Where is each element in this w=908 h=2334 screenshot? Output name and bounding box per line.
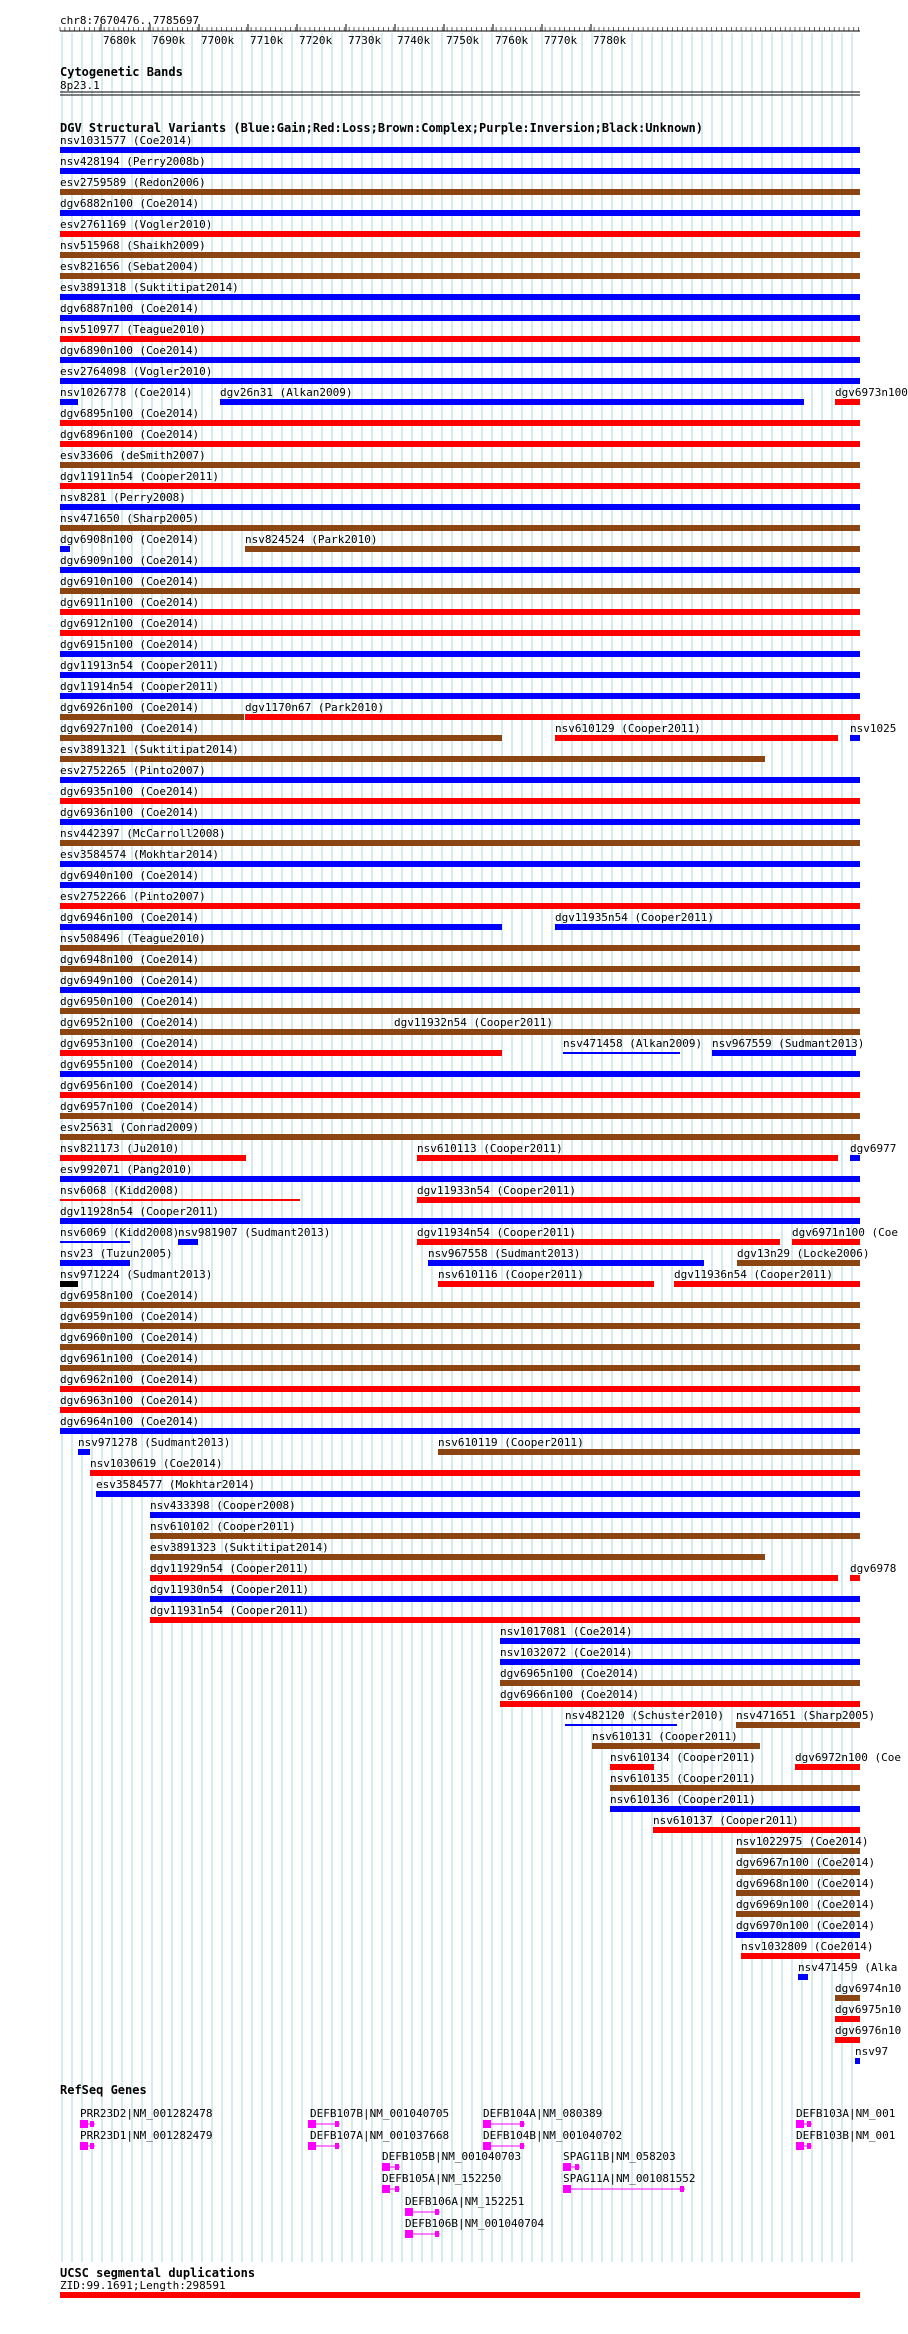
variant-bar (712, 1050, 856, 1056)
gene-exon (90, 2143, 94, 2149)
variant-bar (60, 378, 860, 384)
variant-label: nsv471650 (Sharp2005) (60, 512, 200, 525)
variant-bar (60, 525, 860, 531)
gene-exon (382, 2163, 390, 2171)
variant-bar (60, 1092, 860, 1098)
variant-label: nsv610131 (Cooper2011) (592, 1730, 738, 1743)
gene-exon (308, 2120, 316, 2128)
variant-label: esv2752265 (Pinto2007) (60, 764, 206, 777)
gene-label: DEFB103B|NM_001 (796, 2129, 896, 2142)
segdup-bar (60, 2292, 860, 2298)
variant-label: nsv482120 (Schuster2010) (565, 1709, 724, 1722)
gene-exon (520, 2121, 524, 2127)
variant-label: dgv6955n100 (Coe2014) (60, 1058, 200, 1071)
variant-label: dgv6912n100 (Coe2014) (60, 617, 200, 630)
variant-bar (563, 1052, 680, 1054)
variant-bar (835, 2037, 860, 2043)
variant-bar (428, 1260, 704, 1266)
variant-label: dgv1170n67 (Park2010) (245, 701, 385, 714)
variant-label: dgv6961n100 (Coe2014) (60, 1352, 200, 1365)
variant-label: esv2761169 (Vogler2010) (60, 218, 213, 231)
variant-label: dgv6890n100 (Coe2014) (60, 344, 200, 357)
variant-bar (178, 1239, 198, 1245)
variant-label: nsv610135 (Cooper2011) (610, 1772, 756, 1785)
variant-label: esv3891321 (Suktitipat2014) (60, 743, 239, 756)
variant-bar (592, 1743, 760, 1749)
variant-label: dgv6926n100 (Coe2014) (60, 701, 200, 714)
variant-label: dgv6958n100 (Coe2014) (60, 1289, 200, 1302)
gene-exon (382, 2185, 390, 2193)
variant-bar (60, 1113, 860, 1119)
gene-exon (435, 2209, 439, 2215)
variant-bar (60, 798, 860, 804)
variant-label: dgv6909n100 (Coe2014) (60, 554, 200, 567)
variant-bar (60, 546, 70, 552)
ruler-tick-label: 7730k (348, 34, 382, 47)
variant-label: dgv6971n100 (Coe (792, 1226, 898, 1239)
variant-label: nsv610116 (Cooper2011) (438, 1268, 584, 1281)
ruler-tick-label: 7770k (544, 34, 578, 47)
gene-label: DEFB103A|NM_001 (796, 2107, 896, 2120)
variant-bar (555, 735, 838, 741)
variant-label: dgv6908n100 (Coe2014) (60, 533, 200, 546)
segdup-label: ZID:99.1691;Length:298591 (60, 2279, 226, 2292)
variant-label: esv2764098 (Vogler2010) (60, 365, 213, 378)
refseq-track-title: RefSeq Genes (60, 2083, 147, 2097)
ruler-tick-label: 7740k (397, 34, 431, 47)
variant-bar (150, 1596, 860, 1602)
ruler-tick-label: 7750k (446, 34, 480, 47)
variant-label: dgv6973n100 (835, 386, 908, 399)
gene-exon (563, 2185, 571, 2193)
variant-label: dgv6956n100 (Coe2014) (60, 1079, 200, 1092)
variant-bar (60, 1281, 78, 1287)
variant-label: dgv11928n54 (Cooper2011) (60, 1205, 219, 1218)
variant-bar (60, 483, 860, 489)
variant-label: nsv471459 (Alka (798, 1961, 898, 1974)
variant-label: dgv11913n54 (Cooper2011) (60, 659, 219, 672)
variant-label: dgv6948n100 (Coe2014) (60, 953, 200, 966)
variant-label: dgv6966n100 (Coe2014) (500, 1688, 640, 1701)
variant-bar (60, 861, 860, 867)
variant-label: nsv981907 (Sudmant2013) (178, 1226, 331, 1239)
variant-label: nsv971224 (Sudmant2013) (60, 1268, 213, 1281)
gene-exon (435, 2231, 439, 2237)
variant-bar (96, 1491, 860, 1497)
variant-label: nsv508496 (Teague2010) (60, 932, 206, 945)
gene-exon (807, 2121, 811, 2127)
variant-bar (60, 966, 860, 972)
variant-label: esv3584574 (Mokhtar2014) (60, 848, 219, 861)
variant-bar (610, 1785, 860, 1791)
variant-bar (438, 1281, 654, 1287)
variant-bar (795, 1764, 860, 1770)
variant-bar (850, 1575, 860, 1581)
variant-bar (610, 1806, 860, 1812)
ruler-tick-label: 7780k (593, 34, 627, 47)
variant-label: nsv1025 (850, 722, 897, 735)
ruler-tick-label: 7680k (103, 34, 137, 47)
variant-label: nsv8281 (Perry2008) (60, 491, 186, 504)
variant-bar (60, 1176, 860, 1182)
variant-label: dgv6927n100 (Coe2014) (60, 722, 200, 735)
variant-label: dgv6977 (850, 1142, 897, 1155)
variant-bar (60, 462, 860, 468)
gene-label: DEFB106B|NM_001040704 (405, 2217, 545, 2230)
variant-label: dgv6974n10 (835, 1982, 902, 1995)
variant-bar (855, 2058, 860, 2064)
variant-label: dgv6946n100 (Coe2014) (60, 911, 200, 924)
variant-bar (60, 357, 860, 363)
variant-bar (60, 441, 860, 447)
variant-bar (500, 1638, 860, 1644)
variant-label: nsv23 (Tuzun2005) (60, 1247, 173, 1260)
variant-bar (60, 294, 860, 300)
variant-bar (60, 693, 860, 699)
variant-bar (60, 1344, 860, 1350)
variant-bar (736, 1869, 860, 1875)
cytoband-track-title: Cytogenetic Bands (60, 65, 183, 79)
variant-label: dgv6936n100 (Coe2014) (60, 806, 200, 819)
variant-bar (736, 1911, 860, 1917)
variant-label: nsv97 (855, 2045, 889, 2058)
variant-bar (220, 399, 804, 405)
variant-bar (60, 1008, 860, 1014)
variant-bar (500, 1701, 860, 1707)
gene-label: DEFB106A|NM_152251 (405, 2195, 525, 2208)
variant-label: dgv6972n100 (Coe (795, 1751, 901, 1764)
variant-bar (736, 1932, 860, 1938)
gene-exon (308, 2142, 316, 2150)
variant-bar (417, 1197, 860, 1203)
variant-bar (60, 210, 860, 216)
variant-bar (60, 1260, 130, 1266)
variant-label: dgv6975n10 (835, 2003, 902, 2016)
variant-label: esv2759589 (Redon2006) (60, 176, 206, 189)
variant-bar (60, 651, 860, 657)
variant-label: dgv6970n100 (Coe2014) (736, 1919, 876, 1932)
variant-bar (60, 756, 765, 762)
variant-label: nsv610137 (Cooper2011) (653, 1814, 799, 1827)
variant-label: nsv515968 (Shaikh2009) (60, 239, 206, 252)
gene-exon (335, 2143, 339, 2149)
variant-label: dgv11932n54 (Cooper2011) (394, 1016, 553, 1029)
variant-label: nsv971278 (Sudmant2013) (78, 1436, 231, 1449)
variant-bar (394, 1029, 860, 1035)
variant-label: esv2752266 (Pinto2007) (60, 890, 206, 903)
variant-bar (60, 189, 860, 195)
variant-bar (60, 1134, 860, 1140)
variant-bar (78, 1449, 90, 1455)
variant-bar (60, 987, 860, 993)
variant-bar (60, 336, 860, 342)
variant-label: dgv13n29 (Locke2006) (737, 1247, 870, 1260)
variant-bar (60, 399, 78, 405)
variant-bar (555, 924, 860, 930)
variant-bar (60, 630, 860, 636)
variant-label: dgv6957n100 (Coe2014) (60, 1100, 200, 1113)
variant-label: dgv6969n100 (Coe2014) (736, 1898, 876, 1911)
gene-exon (483, 2120, 491, 2128)
gene-exon (563, 2163, 571, 2171)
variant-bar (60, 420, 860, 426)
variant-label: dgv6935n100 (Coe2014) (60, 785, 200, 798)
variant-bar (565, 1724, 677, 1726)
variant-bar (60, 1199, 300, 1201)
variant-label: dgv6949n100 (Coe2014) (60, 974, 200, 987)
variant-bar (150, 1533, 860, 1539)
gene-exon (520, 2143, 524, 2149)
variant-bar (150, 1554, 765, 1560)
variant-bar (60, 672, 860, 678)
variant-bar (417, 1239, 780, 1245)
variant-label: dgv6976n10 (835, 2024, 902, 2037)
variant-bar (741, 1953, 860, 1959)
variant-label: dgv6978 (850, 1562, 897, 1575)
gene-exon (796, 2120, 804, 2128)
variant-bar (60, 840, 860, 846)
variant-bar (60, 903, 860, 909)
variant-label: esv821656 (Sebat2004) (60, 260, 200, 273)
variant-bar (736, 1890, 860, 1896)
variant-label: dgv6960n100 (Coe2014) (60, 1331, 200, 1344)
variant-bar (653, 1827, 860, 1833)
variant-label: dgv6952n100 (Coe2014) (60, 1016, 200, 1029)
variant-label: nsv967558 (Sudmant2013) (428, 1247, 581, 1260)
variant-label: dgv11935n54 (Cooper2011) (555, 911, 714, 924)
variant-bar (60, 1218, 860, 1224)
gene-exon (80, 2120, 88, 2128)
gene-exon (796, 2142, 804, 2150)
variant-bar (60, 1071, 860, 1077)
variant-bar (60, 588, 860, 594)
variant-label: dgv11929n54 (Cooper2011) (150, 1562, 309, 1575)
gene-exon (395, 2164, 399, 2170)
variant-bar (792, 1239, 860, 1245)
variant-bar (60, 1302, 860, 1308)
variant-label: esv3584577 (Mokhtar2014) (96, 1478, 255, 1491)
coordinate-readout: chr8:7670476..7785697 (60, 14, 200, 27)
gene-exon (807, 2143, 811, 2149)
variant-bar (60, 168, 860, 174)
gene-exon (405, 2230, 413, 2238)
variant-label: dgv6882n100 (Coe2014) (60, 197, 200, 210)
variant-label: dgv6887n100 (Coe2014) (60, 302, 200, 315)
gene-label: DEFB105A|NM_152250 (382, 2172, 502, 2185)
variant-label: nsv610102 (Cooper2011) (150, 1520, 296, 1533)
ruler-tick-label: 7720k (299, 34, 333, 47)
variant-label: nsv1032072 (Coe2014) (500, 1646, 633, 1659)
variant-bar (60, 504, 860, 510)
variant-label: dgv6964n100 (Coe2014) (60, 1415, 200, 1428)
variant-label: nsv6068 (Kidd2008) (60, 1184, 180, 1197)
variant-label: nsv821173 (Ju2010) (60, 1142, 180, 1155)
variant-label: nsv428194 (Perry2008b) (60, 155, 206, 168)
variant-bar (150, 1575, 838, 1581)
variant-bar (835, 2016, 860, 2022)
variant-bar (245, 546, 860, 552)
variant-label: esv33606 (deSmith2007) (60, 449, 206, 462)
variant-label: nsv442397 (McCarroll2008) (60, 827, 226, 840)
variant-label: esv3891318 (Suktitipat2014) (60, 281, 239, 294)
variant-label: dgv6953n100 (Coe2014) (60, 1037, 200, 1050)
variant-bar (60, 1428, 860, 1434)
variant-label: nsv610113 (Cooper2011) (417, 1142, 563, 1155)
variant-bar (438, 1449, 860, 1455)
variant-bar (835, 1995, 860, 2001)
variant-label: dgv11934n54 (Cooper2011) (417, 1226, 576, 1239)
gene-exon (483, 2142, 491, 2150)
gene-exon (335, 2121, 339, 2127)
variant-bar (245, 714, 860, 720)
variant-label: nsv610119 (Cooper2011) (438, 1436, 584, 1449)
variant-bar (60, 273, 860, 279)
gene-exon (90, 2121, 94, 2127)
variant-bar (60, 735, 502, 741)
variant-label: dgv6962n100 (Coe2014) (60, 1373, 200, 1386)
variant-label: dgv6950n100 (Coe2014) (60, 995, 200, 1008)
variant-label: nsv433398 (Cooper2008) (150, 1499, 296, 1512)
variant-bar (60, 147, 860, 153)
cytoband-label: 8p23.1 (60, 79, 100, 92)
variant-label: dgv6940n100 (Coe2014) (60, 869, 200, 882)
variant-label: nsv6069 (Kidd2008) (60, 1226, 180, 1239)
variant-bar (798, 1974, 808, 1980)
variant-bar (60, 1386, 860, 1392)
ruler-tick-label: 7760k (495, 34, 529, 47)
variant-label: nsv1017081 (Coe2014) (500, 1625, 633, 1638)
variant-bar (60, 1407, 860, 1413)
variant-label: nsv610134 (Cooper2011) (610, 1751, 756, 1764)
variant-bar (60, 1241, 130, 1243)
variant-bar (60, 1029, 394, 1035)
gene-exon (575, 2164, 579, 2170)
variant-bar (835, 399, 860, 405)
variant-bar (850, 1155, 860, 1161)
variant-label: nsv1032809 (Coe2014) (741, 1940, 874, 1953)
variant-label: dgv6968n100 (Coe2014) (736, 1877, 876, 1890)
variant-bar (60, 819, 860, 825)
variant-bar (500, 1659, 860, 1665)
variant-bar (60, 231, 860, 237)
variant-bar (736, 1722, 860, 1728)
variant-label: nsv824524 (Park2010) (245, 533, 378, 546)
variant-label: dgv11930n54 (Cooper2011) (150, 1583, 309, 1596)
gene-label: SPAG11A|NM_001081552 (563, 2172, 696, 2185)
variant-bar (60, 714, 244, 720)
variant-bar (610, 1764, 654, 1770)
gene-exon (680, 2186, 684, 2192)
variant-bar (60, 609, 860, 615)
variant-label: dgv6911n100 (Coe2014) (60, 596, 200, 609)
variant-bar (60, 1050, 502, 1056)
variant-bar (674, 1281, 860, 1287)
variant-label: dgv6895n100 (Coe2014) (60, 407, 200, 420)
segdup-track-title: UCSC segmental duplications (60, 2266, 256, 2280)
variant-bar (60, 252, 860, 258)
gene-label: DEFB105B|NM_001040703 (382, 2150, 522, 2163)
ruler-tick-label: 7700k (201, 34, 235, 47)
variant-label: dgv6963n100 (Coe2014) (60, 1394, 200, 1407)
variant-bar (60, 945, 860, 951)
ruler-tick-label: 7690k (152, 34, 186, 47)
variant-bar (60, 315, 860, 321)
variant-bar (60, 1155, 246, 1161)
variant-bar (90, 1470, 860, 1476)
variant-label: nsv967559 (Sudmant2013) (712, 1037, 865, 1050)
variant-bar (500, 1680, 860, 1686)
gene-label: PRR23D1|NM_001282479 (80, 2129, 213, 2142)
variant-label: nsv510977 (Teague2010) (60, 323, 206, 336)
gene-exon (395, 2186, 399, 2192)
variant-label: esv3891323 (Suktitipat2014) (150, 1541, 329, 1554)
variant-label: dgv6910n100 (Coe2014) (60, 575, 200, 588)
variant-bar (737, 1260, 860, 1266)
variant-bar (150, 1617, 860, 1623)
variant-bar (60, 567, 860, 573)
variant-bar (736, 1848, 860, 1854)
variant-bar (60, 882, 860, 888)
variant-bar (60, 1365, 860, 1371)
dgv-track-title: DGV Structural Variants (Blue:Gain;Red:Loss;Brown:Complex;Purple:Inversion;Black:Unknown) (60, 121, 703, 135)
variant-label: nsv1030619 (Coe2014) (90, 1457, 223, 1470)
variant-bar (60, 924, 502, 930)
variant-label: dgv26n31 (Alkan2009) (220, 386, 353, 399)
variant-bar (417, 1155, 838, 1161)
variant-label: nsv610136 (Cooper2011) (610, 1793, 756, 1806)
variant-bar (850, 735, 860, 741)
variant-label: dgv11914n54 (Cooper2011) (60, 680, 219, 693)
variant-label: dgv6959n100 (Coe2014) (60, 1310, 200, 1323)
variant-label: dgv11911n54 (Cooper2011) (60, 470, 219, 483)
gene-label: DEFB104B|NM_001040702 (483, 2129, 623, 2142)
variant-bar (60, 777, 860, 783)
variant-label: nsv1022975 (Coe2014) (736, 1835, 869, 1848)
gene-exon (80, 2142, 88, 2150)
variant-label: dgv11933n54 (Cooper2011) (417, 1184, 576, 1197)
variant-bar (60, 1323, 860, 1329)
variant-label: nsv1031577 (Coe2014) (60, 134, 193, 147)
gene-label: DEFB107A|NM_001037668 (310, 2129, 450, 2142)
variant-label: nsv471651 (Sharp2005) (736, 1709, 876, 1722)
gene-exon (405, 2208, 413, 2216)
variant-label: dgv6896n100 (Coe2014) (60, 428, 200, 441)
variant-label: dgv11936n54 (Cooper2011) (674, 1268, 833, 1281)
gene-label: SPAG11B|NM_058203 (563, 2150, 676, 2163)
variant-label: nsv610129 (Cooper2011) (555, 722, 701, 735)
gene-label: DEFB107B|NM_001040705 (310, 2107, 450, 2120)
variant-label: dgv6967n100 (Coe2014) (736, 1856, 876, 1869)
variant-label: dgv6965n100 (Coe2014) (500, 1667, 640, 1680)
variant-label: esv25631 (Conrad2009) (60, 1121, 200, 1134)
variant-bar (150, 1512, 860, 1518)
variant-label: nsv1026778 (Coe2014) (60, 386, 193, 399)
gene-label: DEFB104A|NM_080389 (483, 2107, 603, 2120)
variant-label: dgv6915n100 (Coe2014) (60, 638, 200, 651)
variant-label: dgv11931n54 (Cooper2011) (150, 1604, 309, 1617)
gene-label: PRR23D2|NM_001282478 (80, 2107, 213, 2120)
variant-label: esv992071 (Pang2010) (60, 1163, 193, 1176)
ruler-tick-label: 7710k (250, 34, 284, 47)
variant-label: nsv471458 (Alkan2009) (563, 1037, 703, 1050)
